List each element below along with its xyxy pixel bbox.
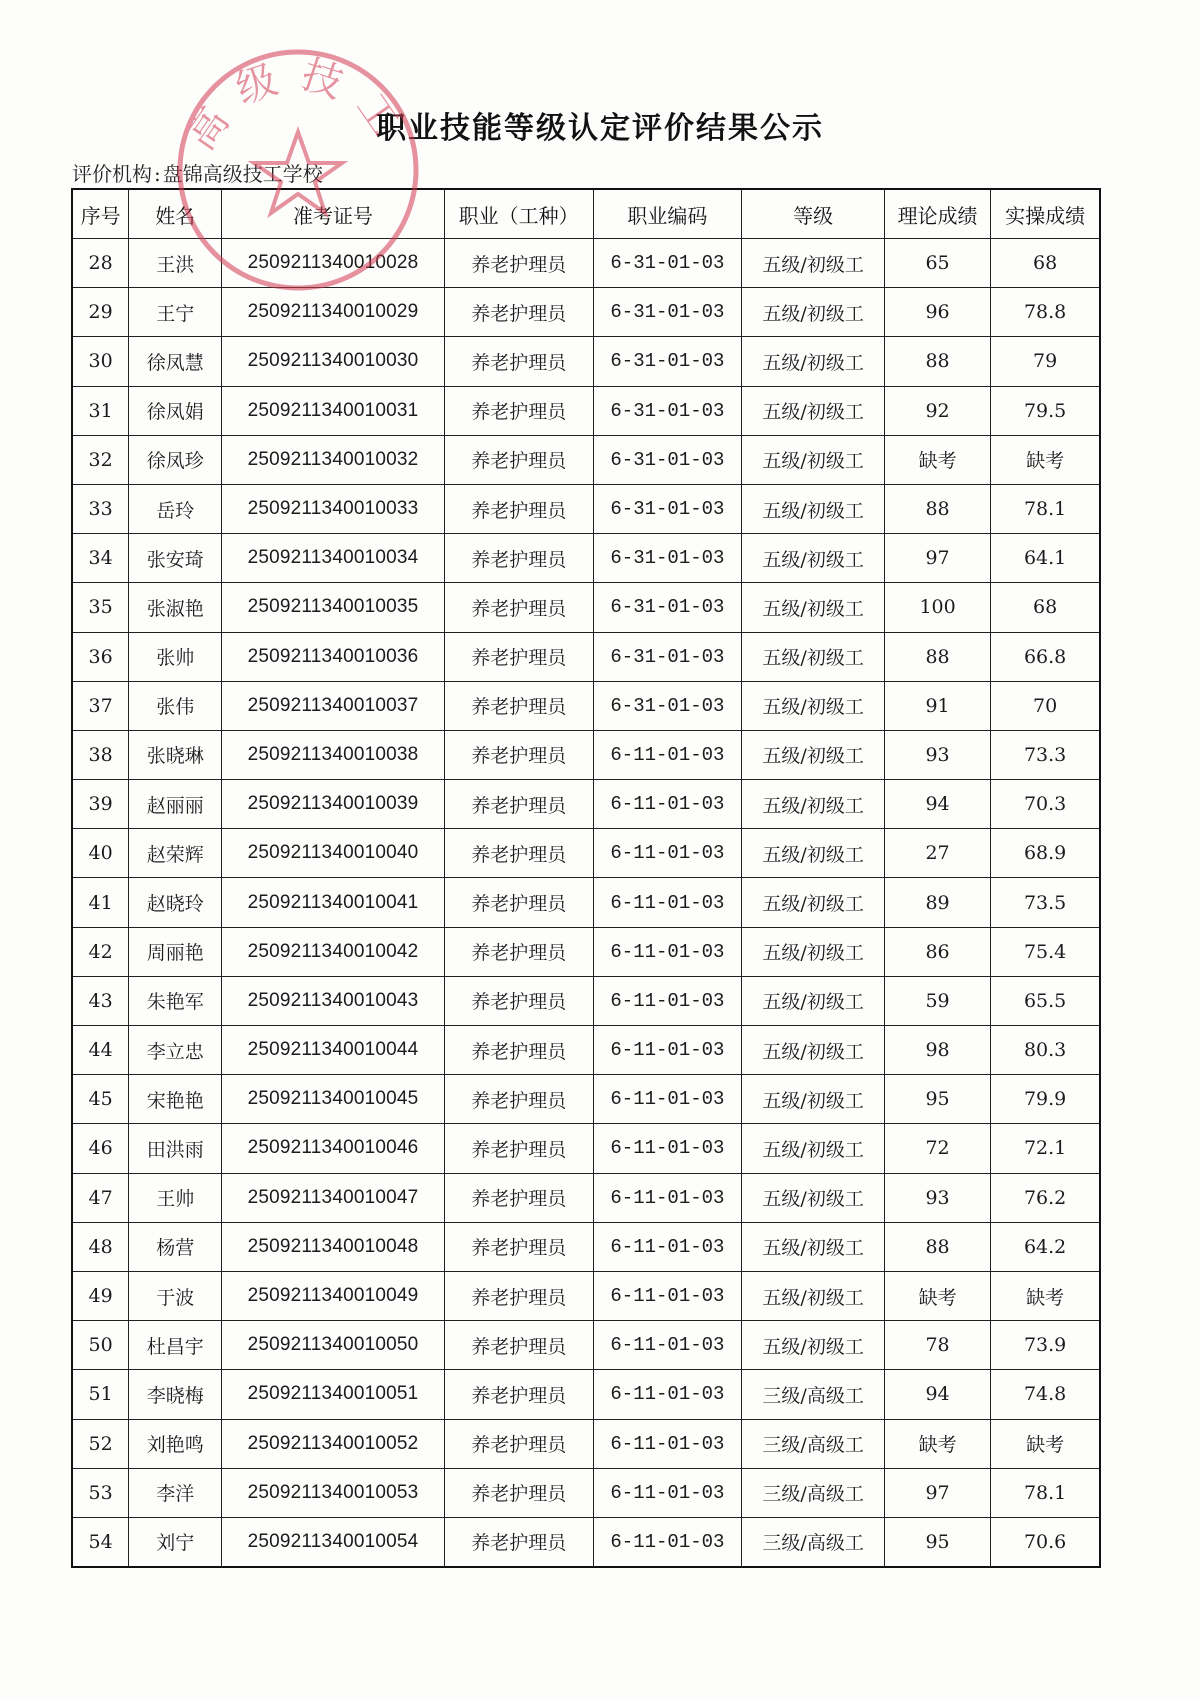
seq-cell: 40 (72, 829, 129, 878)
name-cell: 李立忠 (129, 1026, 222, 1075)
occupation-code-cell: 6-11-01-03 (593, 730, 742, 779)
table-row (72, 1271, 1100, 1320)
name-cell: 宋艳艳 (129, 1075, 222, 1124)
seq-cell: 54 (72, 1517, 129, 1567)
occupation-code-cell: 6-11-01-03 (593, 1419, 742, 1468)
exam-id-cell: 2509211340010046 (222, 1124, 445, 1173)
occupation-code-cell: 6-31-01-03 (593, 288, 742, 337)
level-cell: 五级/初级工 (742, 976, 885, 1025)
occupation-cell: 养老护理员 (444, 976, 593, 1025)
table-row (72, 1517, 1100, 1567)
occupation-cell: 养老护理员 (444, 1468, 593, 1517)
name-cell: 朱艳军 (129, 976, 222, 1025)
theory-score-cell: 94 (884, 1370, 990, 1419)
occupation-code-cell: 6-11-01-03 (593, 976, 742, 1025)
practice-score-cell: 73.3 (991, 730, 1100, 779)
practice-score-cell: 73.9 (991, 1321, 1100, 1370)
table-row (72, 927, 1100, 976)
exam-id-cell: 2509211340010033 (222, 484, 445, 533)
table-row (72, 1075, 1100, 1124)
table-row (72, 288, 1100, 337)
theory-score-cell: 72 (884, 1124, 990, 1173)
name-cell: 张伟 (129, 681, 222, 730)
name-cell: 岳玲 (129, 484, 222, 533)
table-row (72, 534, 1100, 583)
exam-id-cell: 2509211340010050 (222, 1321, 445, 1370)
occupation-code-cell: 6-11-01-03 (593, 1075, 742, 1124)
theory-score-cell: 89 (884, 878, 990, 927)
level-cell: 五级/初级工 (742, 337, 885, 386)
name-cell: 张安琦 (129, 534, 222, 583)
occupation-cell: 养老护理员 (444, 730, 593, 779)
table-row (72, 1026, 1100, 1075)
exam-id-cell: 2509211340010038 (222, 730, 445, 779)
table-header-row (72, 189, 1100, 239)
header-name: 姓名 (129, 189, 222, 239)
exam-id-cell: 2509211340010041 (222, 878, 445, 927)
level-cell: 五级/初级工 (742, 1271, 885, 1320)
seq-cell: 44 (72, 1026, 129, 1075)
level-cell: 三级/高级工 (742, 1517, 885, 1567)
seq-cell: 35 (72, 583, 129, 632)
seq-cell: 32 (72, 435, 129, 484)
occupation-code-cell: 6-31-01-03 (593, 386, 742, 435)
occupation-code-cell: 6-11-01-03 (593, 1222, 742, 1271)
name-cell: 徐凤珍 (129, 435, 222, 484)
seq-cell: 31 (72, 386, 129, 435)
exam-id-cell: 2509211340010042 (222, 927, 445, 976)
occupation-cell: 养老护理员 (444, 1517, 593, 1567)
level-cell: 五级/初级工 (742, 1222, 885, 1271)
name-cell: 王宁 (129, 288, 222, 337)
exam-id-cell: 2509211340010049 (222, 1271, 445, 1320)
seq-cell: 34 (72, 534, 129, 583)
occupation-code-cell: 6-11-01-03 (593, 1321, 742, 1370)
seq-cell: 51 (72, 1370, 129, 1419)
practice-score-cell: 68.9 (991, 829, 1100, 878)
level-cell: 五级/初级工 (742, 288, 885, 337)
table-row (72, 1222, 1100, 1271)
exam-id-cell: 2509211340010029 (222, 288, 445, 337)
table-row (72, 730, 1100, 779)
occupation-cell: 养老护理员 (444, 780, 593, 829)
occupation-cell: 养老护理员 (444, 239, 593, 288)
name-cell: 赵丽丽 (129, 780, 222, 829)
occupation-code-cell: 6-11-01-03 (593, 1026, 742, 1075)
seq-cell: 50 (72, 1321, 129, 1370)
exam-id-cell: 2509211340010030 (222, 337, 445, 386)
seq-cell: 41 (72, 878, 129, 927)
level-cell: 五级/初级工 (742, 1075, 885, 1124)
practice-score-cell: 70.6 (991, 1517, 1100, 1567)
occupation-code-cell: 6-31-01-03 (593, 583, 742, 632)
occupation-cell: 养老护理员 (444, 484, 593, 533)
occupation-cell: 养老护理员 (444, 1271, 593, 1320)
occupation-code-cell: 6-11-01-03 (593, 1173, 742, 1222)
name-cell: 李晓梅 (129, 1370, 222, 1419)
name-cell: 王洪 (129, 239, 222, 288)
theory-score-cell: 95 (884, 1075, 990, 1124)
theory-score-cell: 88 (884, 632, 990, 681)
theory-score-cell: 27 (884, 829, 990, 878)
practice-score-cell: 74.8 (991, 1370, 1100, 1419)
practice-score-cell: 70 (991, 681, 1100, 730)
seq-cell: 38 (72, 730, 129, 779)
seq-cell: 39 (72, 780, 129, 829)
theory-score-cell: 缺考 (884, 1419, 990, 1468)
header-seq: 序号 (72, 189, 129, 239)
table-row (72, 681, 1100, 730)
practice-score-cell: 缺考 (991, 1419, 1100, 1468)
occupation-code-cell: 6-31-01-03 (593, 435, 742, 484)
occupation-cell: 养老护理员 (444, 829, 593, 878)
level-cell: 五级/初级工 (742, 239, 885, 288)
practice-score-cell: 79 (991, 337, 1100, 386)
level-cell: 五级/初级工 (742, 484, 885, 533)
practice-score-cell: 68 (991, 239, 1100, 288)
seq-cell: 45 (72, 1075, 129, 1124)
seq-cell: 48 (72, 1222, 129, 1271)
level-cell: 五级/初级工 (742, 780, 885, 829)
occupation-code-cell: 6-11-01-03 (593, 927, 742, 976)
level-cell: 五级/初级工 (742, 583, 885, 632)
org-name: 盘锦高级技工学校 (162, 162, 323, 186)
level-cell: 五级/初级工 (742, 1321, 885, 1370)
occupation-cell: 养老护理员 (444, 583, 593, 632)
table-row (72, 1124, 1100, 1173)
table-row (72, 337, 1100, 386)
exam-id-cell: 2509211340010047 (222, 1173, 445, 1222)
theory-score-cell: 88 (884, 484, 990, 533)
occupation-cell: 养老护理员 (444, 1026, 593, 1075)
table-row (72, 386, 1100, 435)
name-cell: 李洋 (129, 1468, 222, 1517)
org-separator: : (154, 162, 161, 186)
table-row (72, 878, 1100, 927)
level-cell: 三级/高级工 (742, 1419, 885, 1468)
level-cell: 五级/初级工 (742, 927, 885, 976)
seq-cell: 43 (72, 976, 129, 1025)
practice-score-cell: 缺考 (991, 435, 1100, 484)
level-cell: 三级/高级工 (742, 1370, 885, 1419)
occupation-cell: 养老护理员 (444, 1321, 593, 1370)
exam-id-cell: 2509211340010053 (222, 1468, 445, 1517)
exam-id-cell: 2509211340010040 (222, 829, 445, 878)
theory-score-cell: 97 (884, 1468, 990, 1517)
occupation-cell: 养老护理员 (444, 386, 593, 435)
practice-score-cell: 75.4 (991, 927, 1100, 976)
seq-cell: 30 (72, 337, 129, 386)
occupation-cell: 养老护理员 (444, 1370, 593, 1419)
theory-score-cell: 78 (884, 1321, 990, 1370)
name-cell: 杨营 (129, 1222, 222, 1271)
seq-cell: 33 (72, 484, 129, 533)
results-table (71, 188, 1101, 1568)
name-cell: 张帅 (129, 632, 222, 681)
name-cell: 杜昌宇 (129, 1321, 222, 1370)
exam-id-cell: 2509211340010034 (222, 534, 445, 583)
practice-score-cell: 缺考 (991, 1271, 1100, 1320)
table-row (72, 976, 1100, 1025)
level-cell: 五级/初级工 (742, 1124, 885, 1173)
exam-id-cell: 2509211340010037 (222, 681, 445, 730)
org-label: 评价机构 (72, 162, 152, 186)
occupation-code-cell: 6-11-01-03 (593, 1124, 742, 1173)
theory-score-cell: 93 (884, 730, 990, 779)
theory-score-cell: 59 (884, 976, 990, 1025)
exam-id-cell: 2509211340010028 (222, 239, 445, 288)
exam-id-cell: 2509211340010043 (222, 976, 445, 1025)
practice-score-cell: 78.1 (991, 484, 1100, 533)
name-cell: 于波 (129, 1271, 222, 1320)
table-row (72, 1173, 1100, 1222)
theory-score-cell: 96 (884, 288, 990, 337)
header-level: 等级 (742, 189, 885, 239)
occupation-cell: 养老护理员 (444, 632, 593, 681)
occupation-code-cell: 6-11-01-03 (593, 1370, 742, 1419)
occupation-code-cell: 6-11-01-03 (593, 780, 742, 829)
practice-score-cell: 65.5 (991, 976, 1100, 1025)
theory-score-cell: 93 (884, 1173, 990, 1222)
table-row (72, 484, 1100, 533)
practice-score-cell: 64.1 (991, 534, 1100, 583)
seq-cell: 28 (72, 239, 129, 288)
occupation-code-cell: 6-31-01-03 (593, 484, 742, 533)
level-cell: 五级/初级工 (742, 730, 885, 779)
occupation-cell: 养老护理员 (444, 288, 593, 337)
level-cell: 三级/高级工 (742, 1468, 885, 1517)
occupation-cell: 养老护理员 (444, 337, 593, 386)
table-row (72, 1468, 1100, 1517)
occupation-code-cell: 6-11-01-03 (593, 1271, 742, 1320)
theory-score-cell: 95 (884, 1517, 990, 1567)
occupation-code-cell: 6-31-01-03 (593, 337, 742, 386)
header-practice-score: 实操成绩 (991, 189, 1100, 239)
name-cell: 张淑艳 (129, 583, 222, 632)
table-row (72, 239, 1100, 288)
table-row (72, 1321, 1100, 1370)
occupation-code-cell: 6-11-01-03 (593, 829, 742, 878)
occupation-code-cell: 6-11-01-03 (593, 1517, 742, 1567)
theory-score-cell: 92 (884, 386, 990, 435)
name-cell: 赵晓玲 (129, 878, 222, 927)
theory-score-cell: 98 (884, 1026, 990, 1075)
level-cell: 五级/初级工 (742, 1026, 885, 1075)
exam-id-cell: 2509211340010051 (222, 1370, 445, 1419)
name-cell: 刘宁 (129, 1517, 222, 1567)
level-cell: 五级/初级工 (742, 878, 885, 927)
occupation-cell: 养老护理员 (444, 534, 593, 583)
name-cell: 周丽艳 (129, 927, 222, 976)
evaluation-org-line (72, 158, 323, 187)
practice-score-cell: 80.3 (991, 1026, 1100, 1075)
practice-score-cell: 78.8 (991, 288, 1100, 337)
name-cell: 徐凤娟 (129, 386, 222, 435)
theory-score-cell: 97 (884, 534, 990, 583)
level-cell: 五级/初级工 (742, 829, 885, 878)
occupation-cell: 养老护理员 (444, 1419, 593, 1468)
occupation-cell: 养老护理员 (444, 878, 593, 927)
practice-score-cell: 64.2 (991, 1222, 1100, 1271)
header-occupation: 职业（工种） (444, 189, 593, 239)
seq-cell: 37 (72, 681, 129, 730)
table-row (72, 1370, 1100, 1419)
exam-id-cell: 2509211340010032 (222, 435, 445, 484)
theory-score-cell: 88 (884, 337, 990, 386)
occupation-cell: 养老护理员 (444, 435, 593, 484)
exam-id-cell: 2509211340010054 (222, 1517, 445, 1567)
exam-id-cell: 2509211340010039 (222, 780, 445, 829)
seq-cell: 46 (72, 1124, 129, 1173)
theory-score-cell: 94 (884, 780, 990, 829)
occupation-code-cell: 6-11-01-03 (593, 1468, 742, 1517)
exam-id-cell: 2509211340010045 (222, 1075, 445, 1124)
occupation-code-cell: 6-31-01-03 (593, 632, 742, 681)
practice-score-cell: 68 (991, 583, 1100, 632)
occupation-cell: 养老护理员 (444, 1173, 593, 1222)
level-cell: 五级/初级工 (742, 1173, 885, 1222)
occupation-cell: 养老护理员 (444, 927, 593, 976)
exam-id-cell: 2509211340010048 (222, 1222, 445, 1271)
exam-id-cell: 2509211340010044 (222, 1026, 445, 1075)
occupation-cell: 养老护理员 (444, 1075, 593, 1124)
name-cell: 王帅 (129, 1173, 222, 1222)
practice-score-cell: 66.8 (991, 632, 1100, 681)
seq-cell: 29 (72, 288, 129, 337)
level-cell: 五级/初级工 (742, 534, 885, 583)
level-cell: 五级/初级工 (742, 632, 885, 681)
stamp-arc-text: 高级技工 (177, 51, 419, 159)
table-body (72, 239, 1100, 1568)
seq-cell: 52 (72, 1419, 129, 1468)
practice-score-cell: 78.1 (991, 1468, 1100, 1517)
theory-score-cell: 100 (884, 583, 990, 632)
seq-cell: 53 (72, 1468, 129, 1517)
header-theory-score: 理论成绩 (884, 189, 990, 239)
table-row (72, 1419, 1100, 1468)
name-cell: 刘艳鸣 (129, 1419, 222, 1468)
theory-score-cell: 65 (884, 239, 990, 288)
occupation-code-cell: 6-31-01-03 (593, 239, 742, 288)
level-cell: 五级/初级工 (742, 386, 885, 435)
practice-score-cell: 73.5 (991, 878, 1100, 927)
occupation-cell: 养老护理员 (444, 1124, 593, 1173)
name-cell: 田洪雨 (129, 1124, 222, 1173)
theory-score-cell: 缺考 (884, 435, 990, 484)
theory-score-cell: 缺考 (884, 1271, 990, 1320)
theory-score-cell: 91 (884, 681, 990, 730)
seq-cell: 47 (72, 1173, 129, 1222)
header-occupation-code: 职业编码 (593, 189, 742, 239)
practice-score-cell: 70.3 (991, 780, 1100, 829)
occupation-cell: 养老护理员 (444, 681, 593, 730)
practice-score-cell: 79.9 (991, 1075, 1100, 1124)
name-cell: 徐凤慧 (129, 337, 222, 386)
occupation-code-cell: 6-31-01-03 (593, 534, 742, 583)
seq-cell: 36 (72, 632, 129, 681)
document-title: 职业技能等级认定评价结果公示 (376, 111, 824, 146)
seq-cell: 49 (72, 1271, 129, 1320)
exam-id-cell: 2509211340010031 (222, 386, 445, 435)
occupation-code-cell: 6-11-01-03 (593, 878, 742, 927)
theory-score-cell: 86 (884, 927, 990, 976)
practice-score-cell: 72.1 (991, 1124, 1100, 1173)
table-row (72, 435, 1100, 484)
level-cell: 五级/初级工 (742, 435, 885, 484)
exam-id-cell: 2509211340010036 (222, 632, 445, 681)
occupation-code-cell: 6-31-01-03 (593, 681, 742, 730)
name-cell: 赵荣辉 (129, 829, 222, 878)
practice-score-cell: 76.2 (991, 1173, 1100, 1222)
level-cell: 五级/初级工 (742, 681, 885, 730)
practice-score-cell: 79.5 (991, 386, 1100, 435)
exam-id-cell: 2509211340010052 (222, 1419, 445, 1468)
header-exam-id: 准考证号 (222, 189, 445, 239)
table-row (72, 829, 1100, 878)
occupation-cell: 养老护理员 (444, 1222, 593, 1271)
theory-score-cell: 88 (884, 1222, 990, 1271)
name-cell: 张晓琳 (129, 730, 222, 779)
table-row (72, 780, 1100, 829)
table-row (72, 583, 1100, 632)
table-row (72, 632, 1100, 681)
seq-cell: 42 (72, 927, 129, 976)
exam-id-cell: 2509211340010035 (222, 583, 445, 632)
